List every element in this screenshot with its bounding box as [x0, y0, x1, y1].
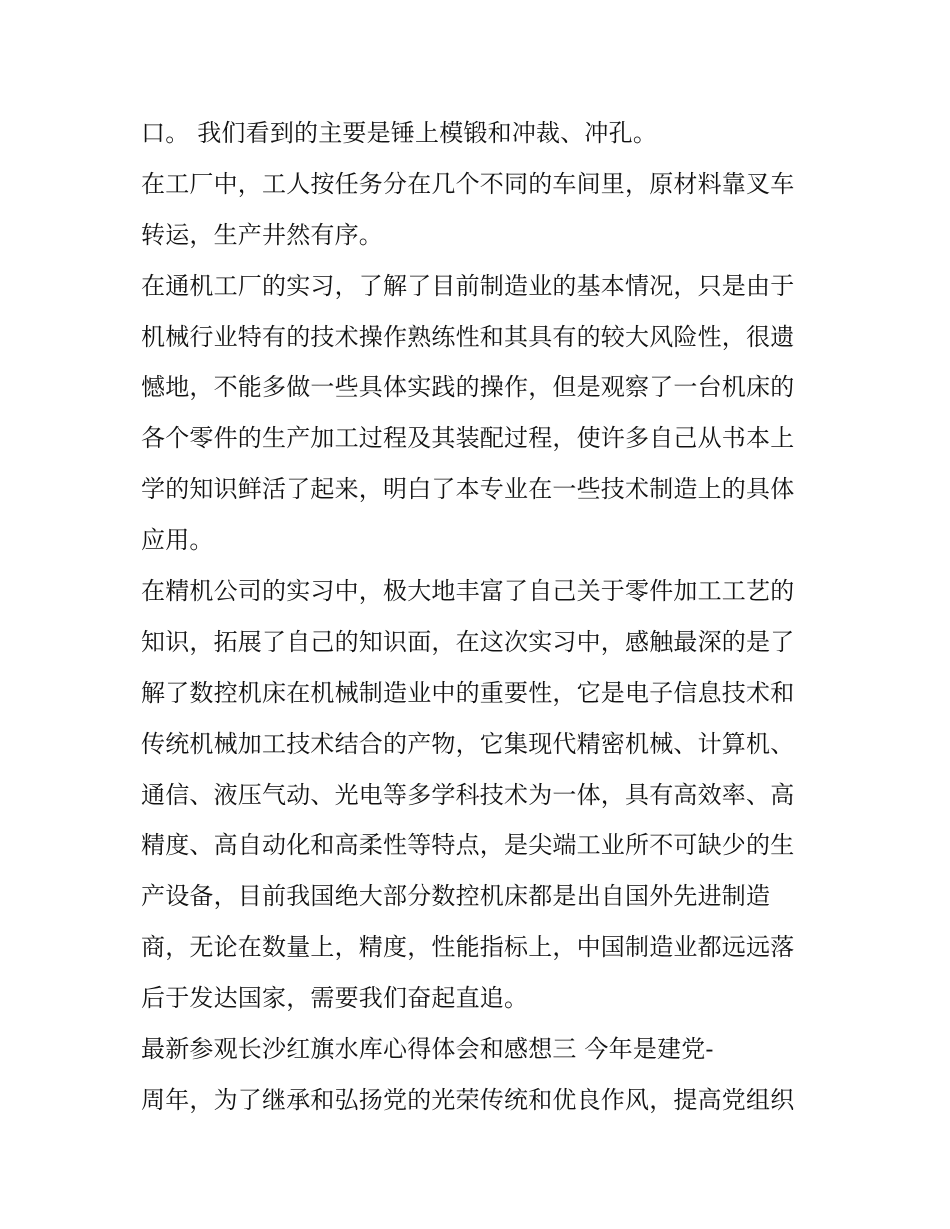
- text-line: 应用。: [141, 526, 214, 555]
- text-line: 传统机械加工技术结合的产物，它集现代精密机械、计算机、: [141, 729, 795, 758]
- document-text: [141, 108, 821, 1126]
- text-line: 在精机公司的实习中，极大地丰富了自己关于零件加工工艺的: [141, 577, 795, 606]
- text-line: 产设备，目前我国绝大部分数控机床都是出自国外先进制造: [141, 882, 771, 911]
- text-line: 解了数控机床在机械制造业中的重要性，它是电子信息技术和: [141, 678, 795, 707]
- text-line: 口。 我们看到的主要是锤上模锻和冲裁、冲孔。: [141, 119, 658, 147]
- text-line: 知识，拓展了自己的知识面，在这次实习中，感触最深的是了: [141, 627, 795, 656]
- text-line: 后于发达国家，需要我们奋起直追。: [141, 984, 529, 1013]
- text-line: 在通机工厂的实习，了解了目前制造业的基本情况，只是由于: [141, 271, 795, 300]
- text-line: 精度、高自动化和高柔性等特点，是尖端工业所不可缺少的生: [141, 831, 795, 860]
- text-line: 通信、液压气动、光电等多学科技术为一体，具有高效率、高: [141, 780, 795, 809]
- text-line: 学的知识鲜活了起来，明白了本专业在一些技术制造上的具体: [141, 475, 795, 504]
- text-line: 商，无论在数量上，精度，性能指标上，中国制造业都远远落: [141, 933, 795, 962]
- text-line: 憾地，不能多做一些具体实践的操作，但是观察了一台机床的: [141, 373, 795, 402]
- text-line: 周年，为了继承和弘扬党的光荣传统和优良作风，提高党组织: [141, 1085, 795, 1114]
- text-line: 最新参观长沙红旗水库心得体会和感想三 今年是建党-: [141, 1035, 714, 1064]
- text-line: 在工厂中，工人按任务分在几个不同的车间里，原材料靠叉车: [141, 169, 795, 198]
- text-line: 机械行业特有的技术操作熟练性和其具有的较大风险性，很遗: [141, 322, 795, 351]
- text-line: 各个零件的生产加工过程及其装配过程，使许多自己从书本上: [141, 424, 795, 453]
- text-line: 转运，生产井然有序。: [141, 220, 383, 249]
